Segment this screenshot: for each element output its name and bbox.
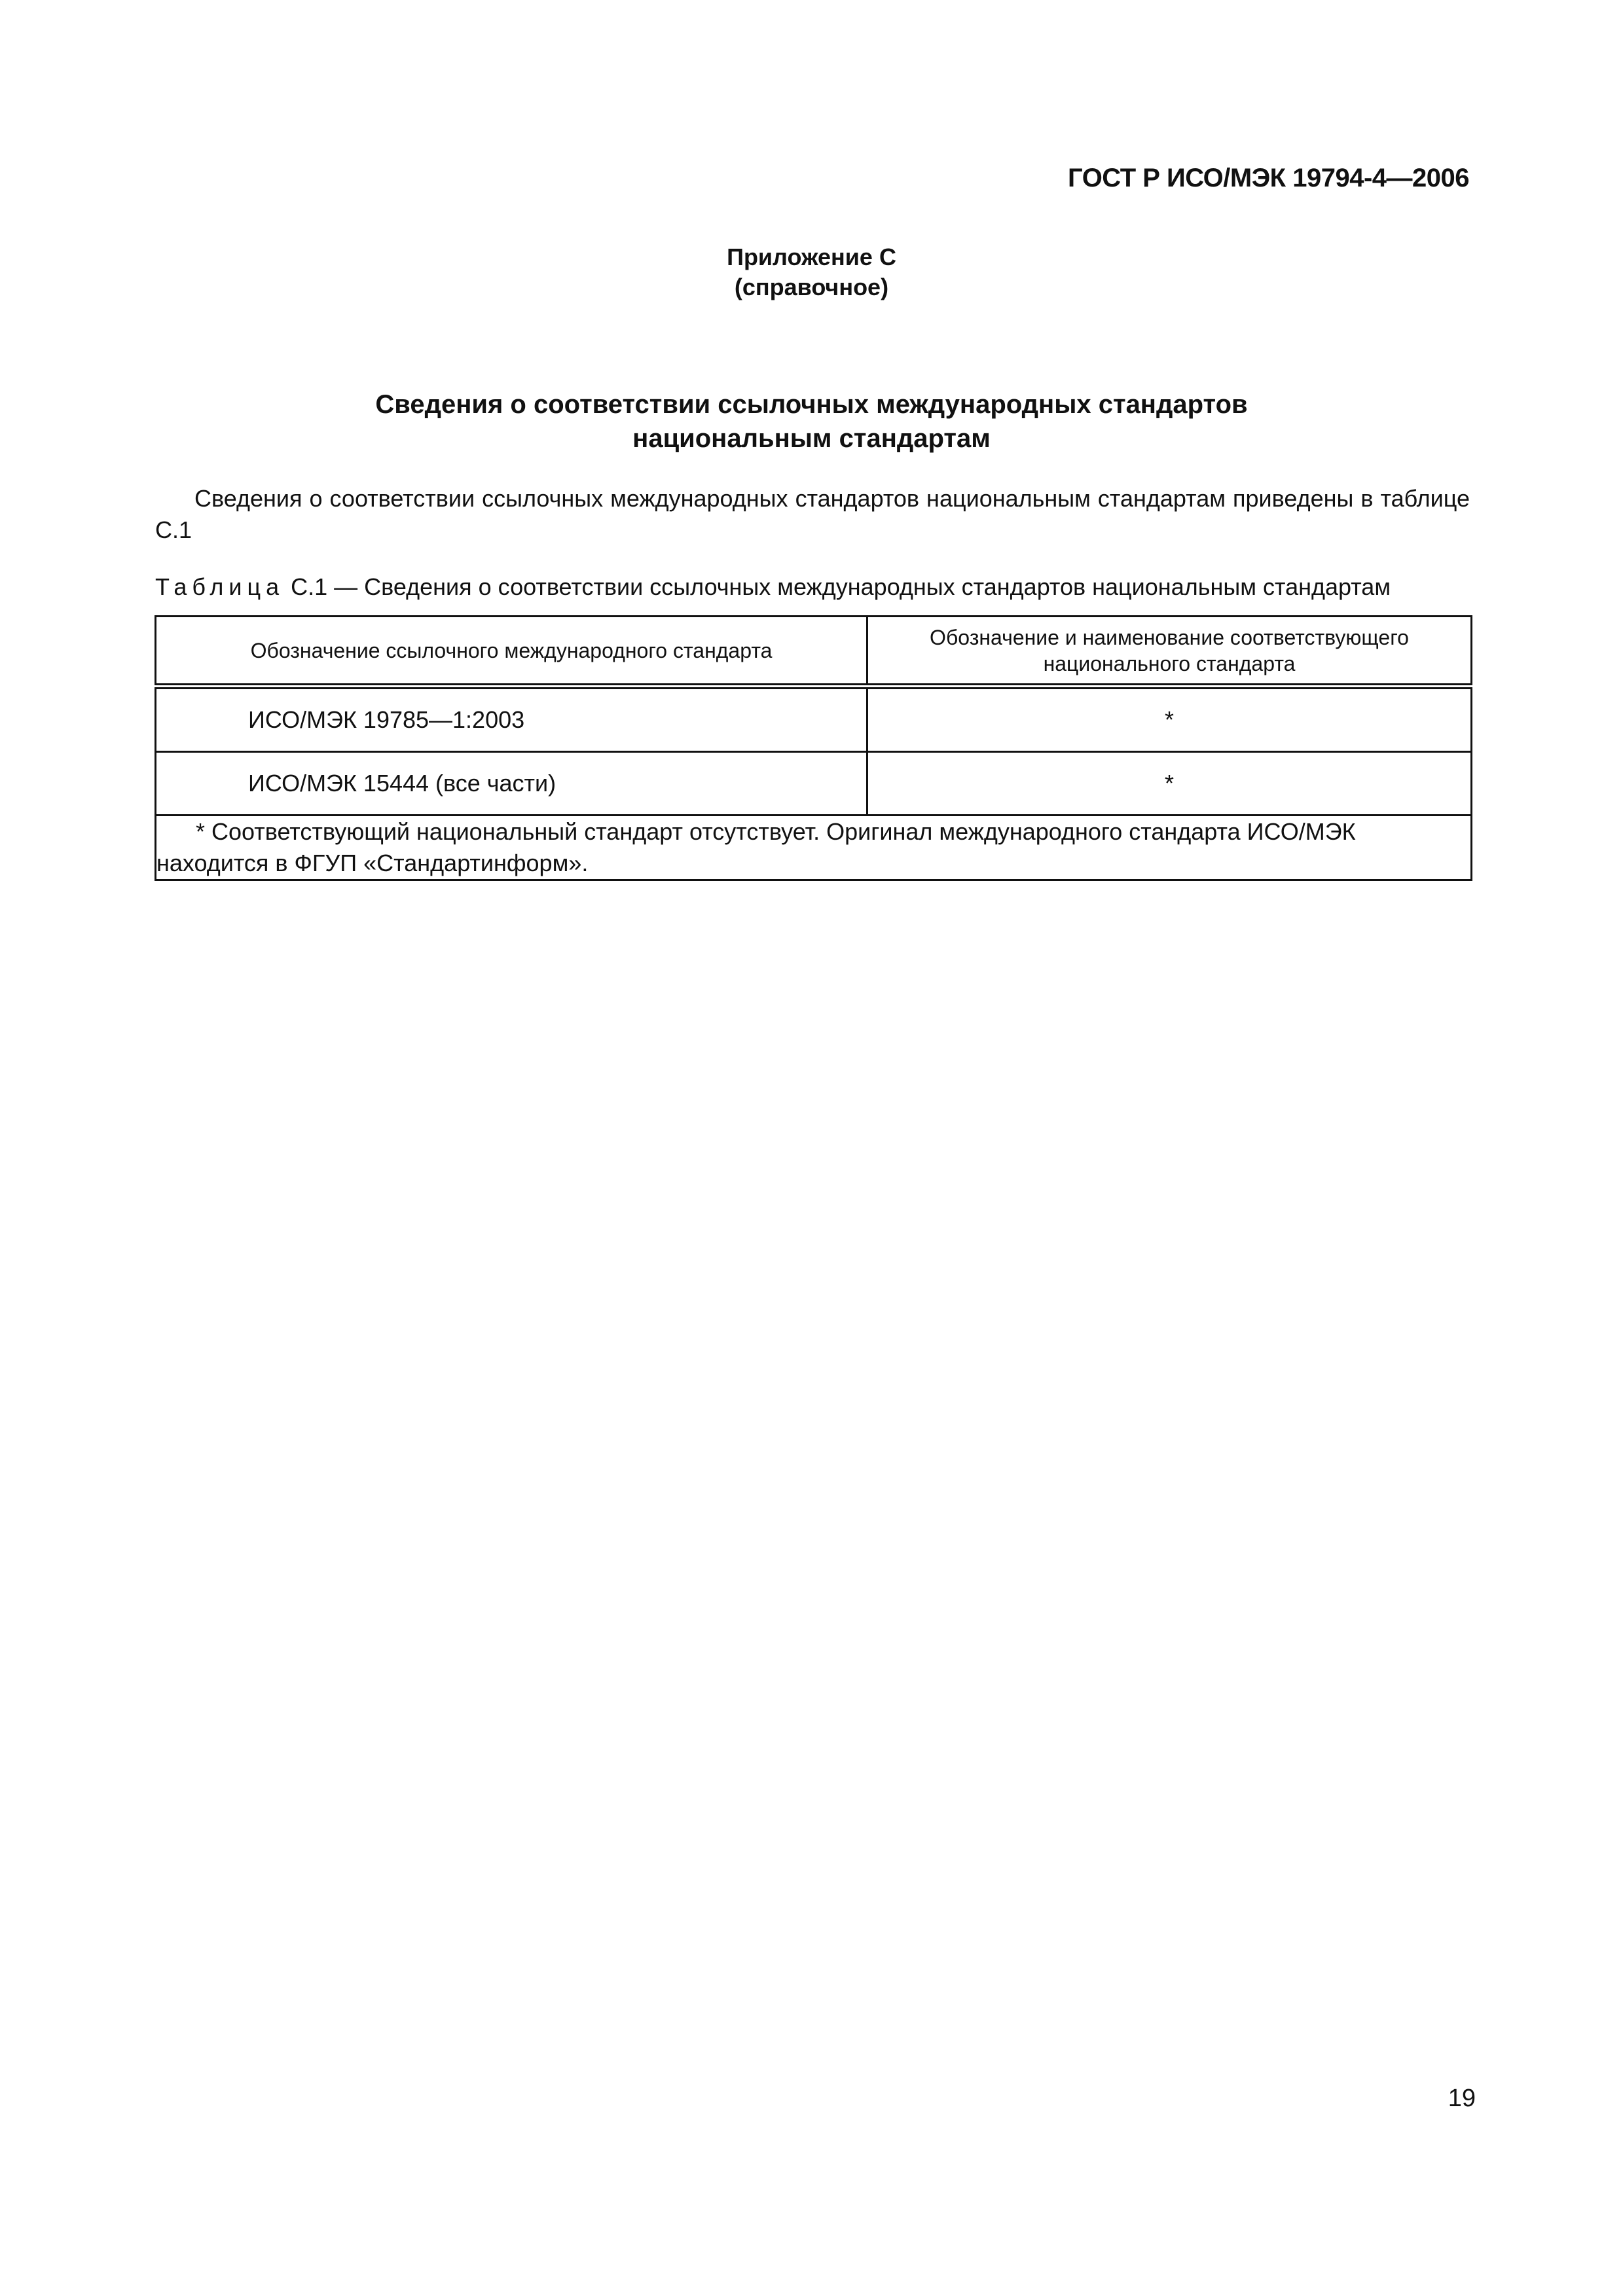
header-international-standard: Обозначение ссылочного международного стандарта: [156, 617, 867, 687]
table-caption: [155, 571, 1471, 603]
cell-national-standard: *: [867, 687, 1472, 752]
section-title: [0, 387, 1623, 456]
section-title-line-2: национальным стандартам: [632, 424, 991, 453]
appendix-title: Приложение С: [727, 243, 896, 270]
table-caption-text: С.1 — Сведения о соответствии ссылочных международных стандартов национальным стандартам: [284, 573, 1391, 600]
page-number: 19: [1448, 2085, 1476, 2112]
table-footnote-row: [156, 816, 1472, 880]
table-header-row: [156, 617, 1472, 687]
appendix-heading: [0, 242, 1623, 302]
standards-table: [155, 615, 1472, 881]
cell-national-standard: *: [867, 752, 1472, 816]
cell-international-standard: ИСО/МЭК 15444 (все части): [156, 752, 867, 816]
header-national-standard: Обозначение и наименование соответствующего национального стандарта: [867, 617, 1472, 687]
appendix-subtitle: (справочное): [734, 274, 889, 300]
document-code: ГОСТ Р ИСО/МЭК 19794-4—2006: [1068, 164, 1469, 192]
section-title-line-1: Сведения о соответствии ссылочных международных стандартов: [375, 390, 1248, 419]
cell-international-standard: ИСО/МЭК 19785—1:2003: [156, 687, 867, 752]
table-footnote: * Соответствующий национальный стандарт отсутствует. Оригинал международного стандарта ИСО/МЭК находится в ФГУП «Стандартинформ».: [156, 816, 1472, 880]
table-row: [156, 752, 1472, 816]
intro-paragraph: Сведения о соответствии ссылочных международных стандартов национальным стандартам приведены в таблице С.1: [155, 485, 1470, 543]
table-row: [156, 687, 1472, 752]
table-caption-prefix: Таблица: [155, 573, 285, 600]
